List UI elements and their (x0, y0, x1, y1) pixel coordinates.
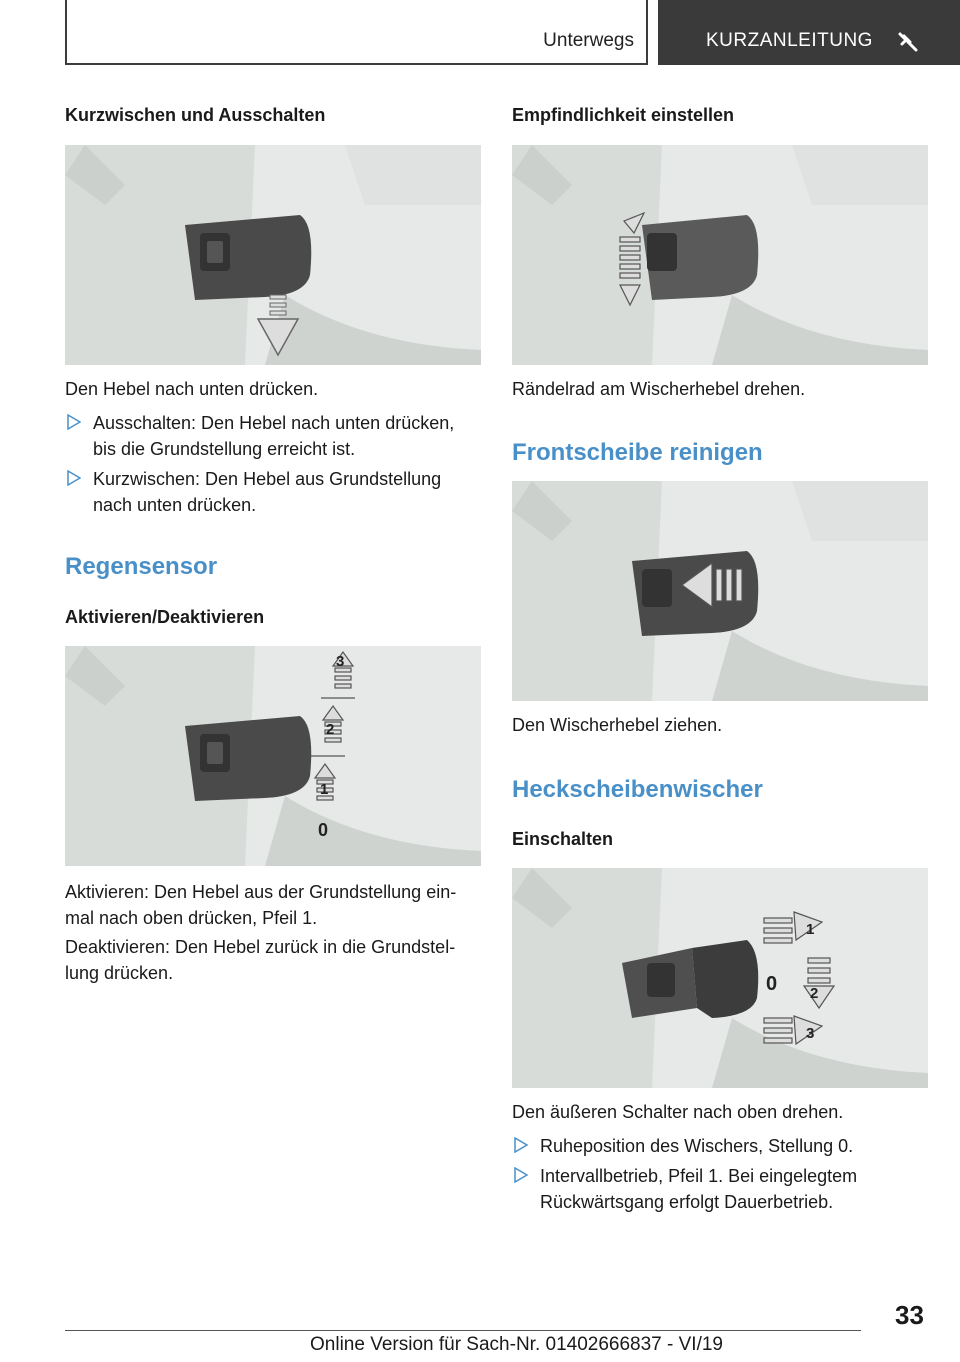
text-hebel-unten: Den Hebel nach unten drücken. (65, 379, 319, 399)
footer-online-version: Online Version für Sach-Nr. 01402666837 - VI/19 (310, 1334, 723, 1355)
figure-label-2: 2 (810, 985, 819, 1002)
bullet-text: Ausschalten: Den Hebel nach unten drücken, bis die Grundstellung erreicht ist. (93, 413, 455, 459)
figure-label-1: 1 (320, 781, 329, 798)
page-number: 33 (895, 1300, 924, 1330)
figure-lever-down (65, 145, 481, 365)
quick-guide-icon (896, 30, 920, 54)
text-aktivieren: Aktivieren: Den Hebel aus der Grundstellung ein-mal nach oben drücken, Pfeil 1. (65, 882, 457, 928)
bullet-text: Intervallbetrieb, Pfeil 1. Bei eingelegtem Rückwärtsgang erfolgt Dauerbetrieb. (540, 1166, 858, 1212)
bullet-kurzwischen (65, 466, 481, 518)
figure-rain-sensor (65, 646, 481, 866)
bullet-text: Kurzwischen: Den Hebel aus Grundstellung nach unten drücken. (93, 469, 442, 515)
bullet-intervallbetrieb (512, 1163, 928, 1215)
bullet-triangle-icon (514, 1137, 528, 1153)
text-aeusseren: Den äußeren Schalter nach oben drehen. (512, 1102, 844, 1122)
section-heckscheibe: Heckscheibenwischer (512, 776, 763, 803)
figure-label-1: 1 (806, 921, 815, 938)
bullet-triangle-icon (514, 1167, 528, 1183)
bullet-ruheposition (512, 1133, 928, 1159)
figure-knurled-wheel (512, 145, 928, 365)
bullet-triangle-icon (67, 414, 81, 430)
header-section-label: Unterwegs (543, 30, 634, 51)
figure-label-3: 3 (806, 1025, 815, 1042)
figure-label-2: 2 (326, 721, 335, 738)
header-section-box (65, 0, 648, 65)
bullet-ausschalten (65, 410, 481, 462)
text-raendelrad: Rändelrad am Wischerhebel drehen. (512, 379, 806, 399)
figure-label-0: 0 (766, 973, 778, 995)
figure-rear-wiper (512, 868, 928, 1088)
section-regensensor: Regensensor (65, 553, 218, 580)
heading-einschalten: Einschalten (512, 829, 614, 849)
text-ziehen: Den Wischerhebel ziehen. (512, 715, 723, 735)
bullet-triangle-icon (67, 470, 81, 486)
heading-kurzwischen: Kurzwischen und Ausschalten (65, 105, 326, 125)
figure-label-0: 0 (318, 820, 329, 840)
header-chapter-box (658, 0, 960, 65)
heading-empfindlichkeit: Empfindlichkeit einstellen (512, 105, 735, 125)
header-chapter-label: KURZANLEITUNG (706, 30, 873, 51)
heading-aktivieren: Aktivieren/Deaktivieren (65, 607, 265, 627)
figure-label-3: 3 (336, 653, 345, 670)
footer-divider (65, 1330, 861, 1331)
text-deaktivieren: Deaktivieren: Den Hebel zurück in die Grundstel-lung drücken. (65, 937, 456, 983)
section-frontscheibe: Frontscheibe reinigen (512, 439, 763, 466)
figure-lever-pull (512, 481, 928, 701)
bullet-text: Ruheposition des Wischers, Stellung 0. (540, 1136, 854, 1156)
